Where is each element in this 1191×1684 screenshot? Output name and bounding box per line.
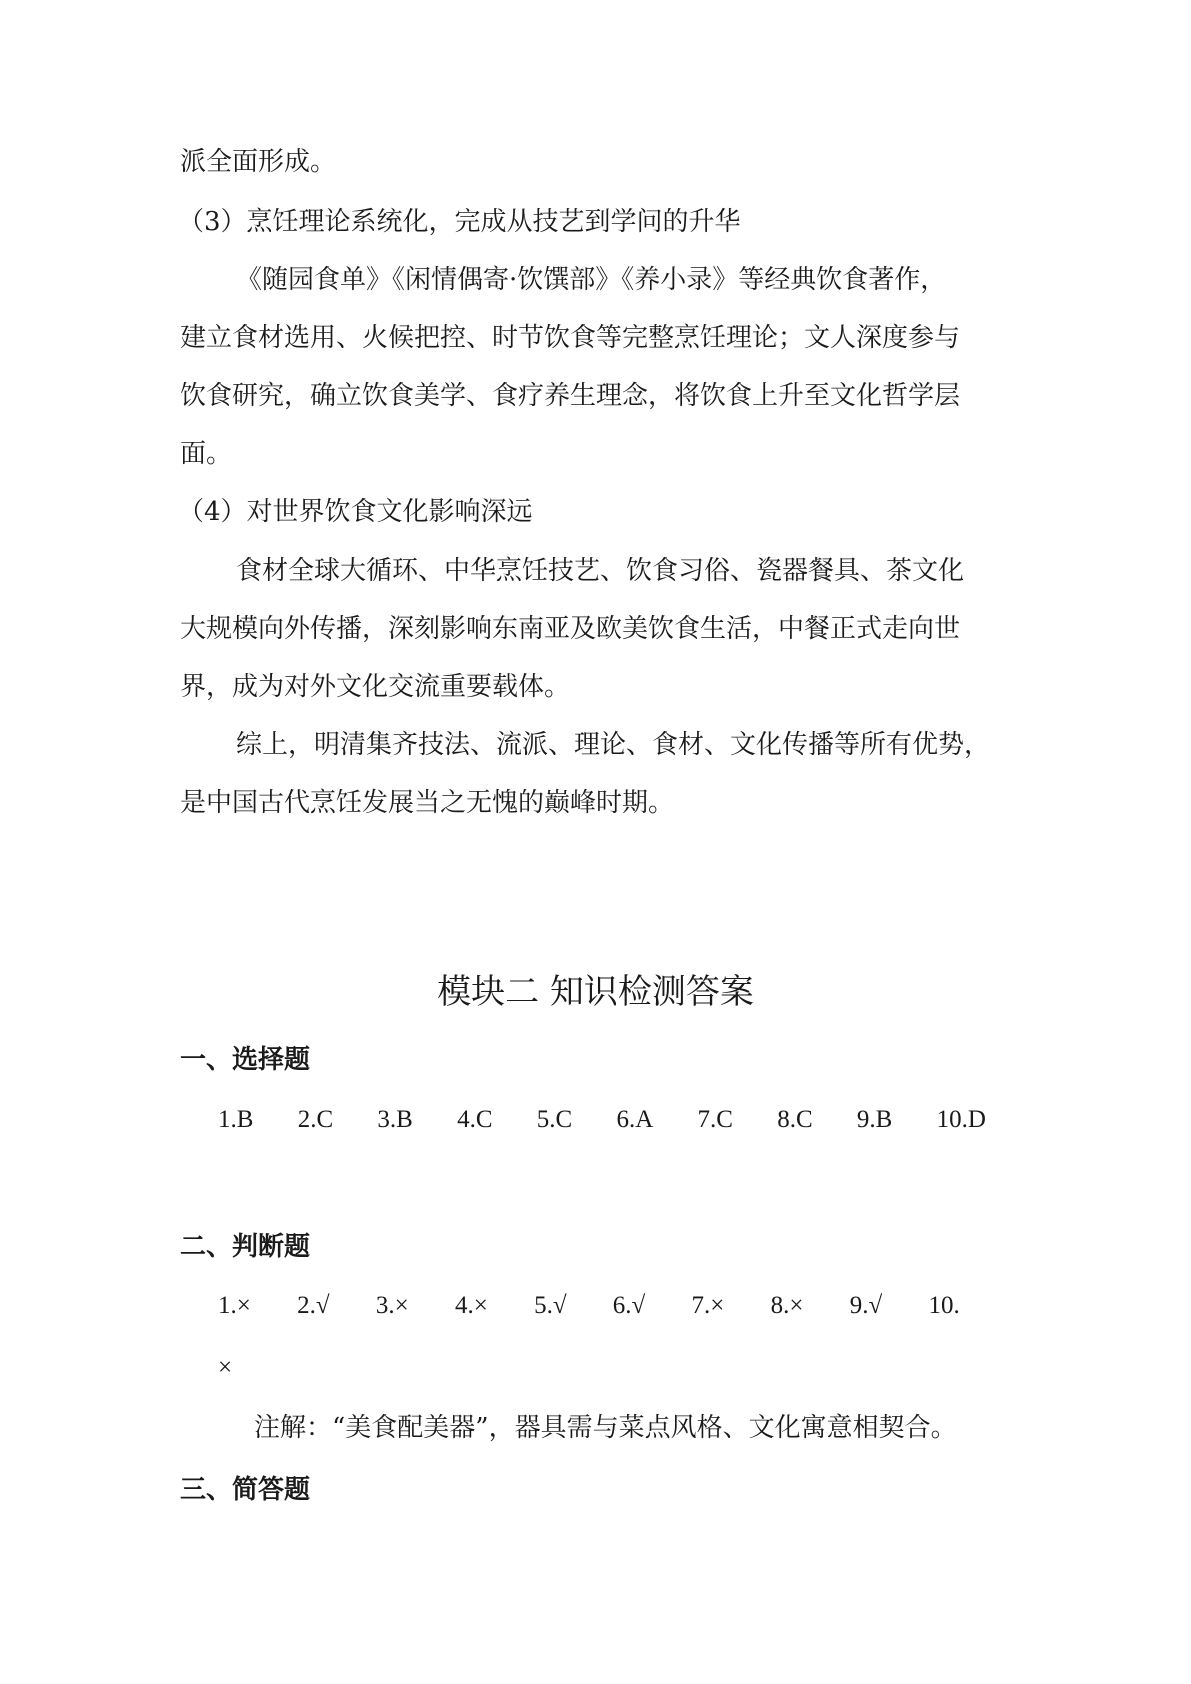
answer-item: 4.× (454, 1292, 488, 1319)
answer-item: 5.√ (534, 1292, 567, 1319)
answer-item: 8.C (777, 1106, 813, 1133)
item3-line-4: 面。 (180, 439, 233, 469)
item3-line-1: 《随园食单》《闲情偶寄·饮馔部》《养小录》等经典饮食著作， (236, 265, 947, 295)
module-title: 模块二 知识检测答案 (437, 972, 754, 1012)
item4-line-1: 食材全球大循环、中华烹饪技艺、饮食习俗、瓷器餐具、茶文化 (236, 556, 965, 586)
answer-item: 10. (928, 1292, 960, 1319)
answer-item: 3.× (375, 1292, 409, 1319)
true-false-answer-wrap: × (218, 1354, 233, 1381)
answer-item: 9.B (856, 1106, 893, 1133)
answer-item: 9.√ (849, 1292, 883, 1319)
answer-item: 10.D (936, 1106, 986, 1133)
paragraph-line: 派全面形成。 (180, 147, 337, 177)
answer-item: 2.√ (297, 1292, 330, 1319)
true-false-answers (218, 1286, 960, 1326)
section-short-answer-title: 三、简答题 (180, 1475, 311, 1505)
multiple-choice-answers (218, 1100, 1024, 1140)
answer-item: 6.A (616, 1106, 654, 1133)
answer-item: 1.× (218, 1292, 251, 1319)
answer-item: 2.C (297, 1106, 334, 1133)
answer-note: 注解：“美食配美器”，器具需与菜点风格、文化寓意相契合。 (254, 1413, 957, 1443)
section-true-false-title: 二、判断题 (180, 1232, 311, 1262)
item4-line-3: 界，成为对外文化交流重要载体。 (180, 672, 571, 702)
answer-item: 5.C (536, 1106, 573, 1133)
section-multiple-choice-title: 一、选择题 (180, 1045, 311, 1075)
answer-item: 7.C (697, 1106, 733, 1133)
item3-line-3: 饮食研究，确立饮食美学、食疗养生理念，将饮食上升至文化哲学层 (180, 381, 961, 411)
answer-item: 7.× (691, 1292, 725, 1319)
item4-line-2: 大规模向外传播，深刻影响东南亚及欧美饮食生活，中餐正式走向世 (180, 614, 961, 644)
answer-item: 6.√ (612, 1292, 646, 1319)
answer-item: 1.B (218, 1106, 254, 1133)
item4-heading: （4）对世界饮食文化影响深远 (178, 497, 533, 527)
item3-heading: （3）烹饪理论系统化，完成从技艺到学问的升华 (178, 207, 741, 237)
answer-item: 8.× (770, 1292, 804, 1319)
answer-item: 3.B (377, 1106, 413, 1133)
item3-line-2: 建立食材选用、火候把控、时节饮食等完整烹饪理论；文人深度参与 (180, 323, 961, 353)
summary-line-2: 是中国古代烹饪发展当之无愧的巅峰时期。 (180, 788, 675, 818)
summary-line-1: 综上，明清集齐技法、流派、理论、食材、文化传播等所有优势， (236, 730, 991, 760)
answer-item: 4.C (457, 1106, 493, 1133)
